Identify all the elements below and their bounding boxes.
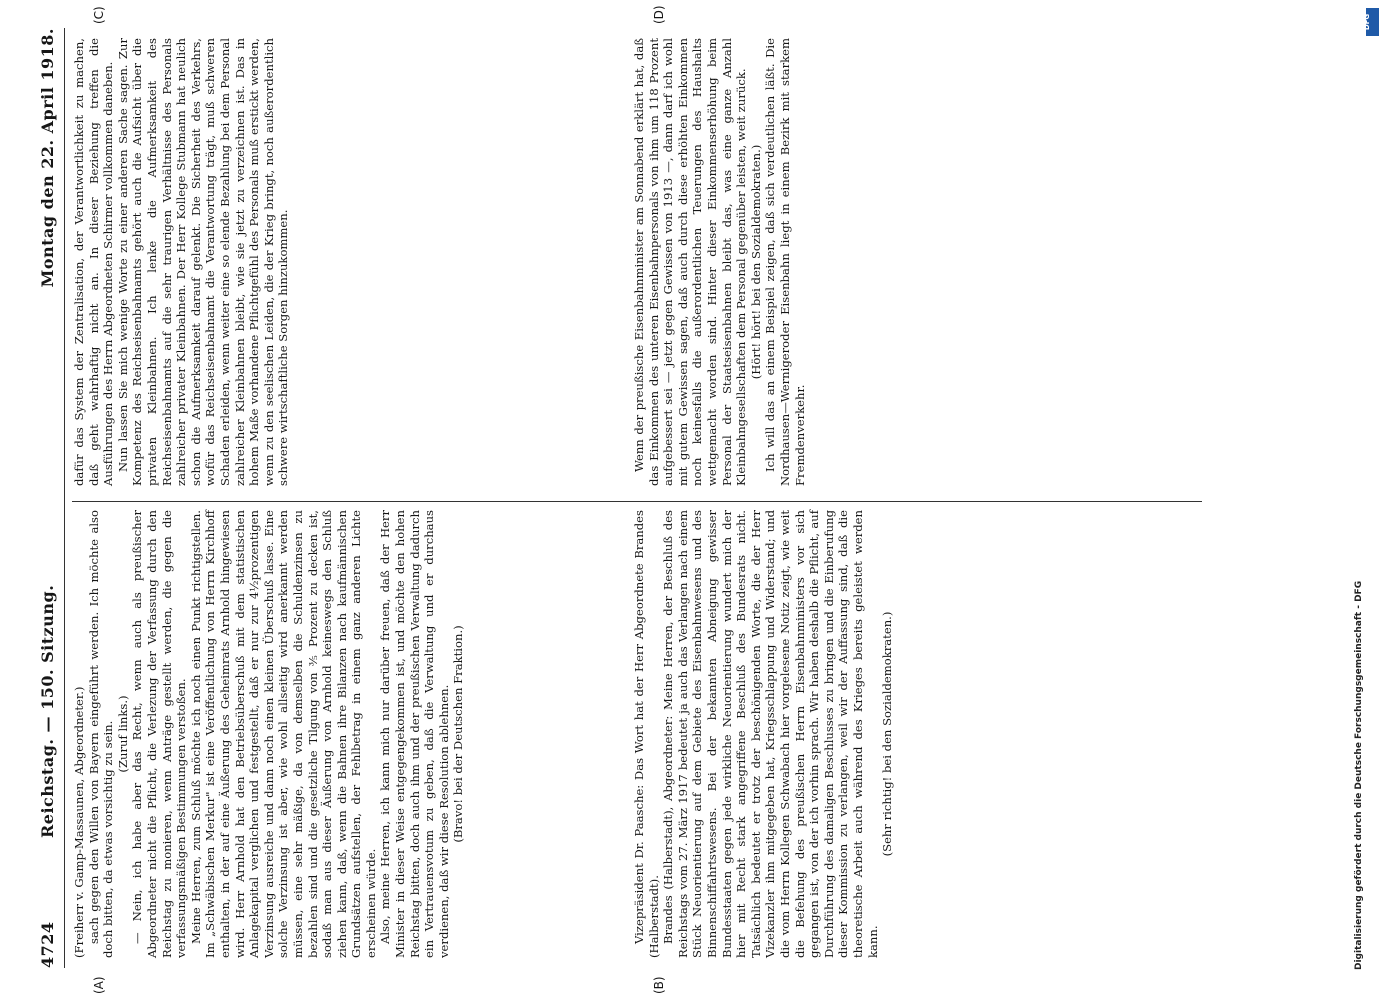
digitization-credit-text: Digitalisierung gefördert durch die Deutsche Forschungsgemeinschaft - DFG: [1354, 580, 1364, 970]
dfg-logo: [1363, 8, 1379, 36]
page-number: 4724: [38, 921, 57, 968]
column-left-lower: [632, 510, 1192, 958]
page-header: [32, 28, 62, 968]
margin-mark-b: (B): [652, 976, 666, 994]
paragraph: Also, meine Herren, ich kann mich nur darüber freuen, daß der Herr Minister in dieser Weise entgegengekommen ist, und möchte den hohen Reichstag bitten, doch auch ihm und der preußischen Verwaltung dadurch ein Vertrauensvotum zu geben, daß die Verwaltung und er durchaus verdienen, daß wir diese Resolution ablehnen.: [378, 510, 451, 958]
paragraph: (Sehr richtig! bei den Sozialdemokraten.): [880, 611, 895, 857]
margin-mark-c: (C): [92, 6, 106, 24]
paragraph: Wenn der preußische Eisenbahnminister am Sonnabend erklärt hat, daß das Einkommen des unteren Eisenbahnpersonals von ihm um 118 Prozent aufgebessert sei — jetzt gegen Gewissen von 1913 —, dann darf ich wohl mit gutem Gewissen sagen, daß auch durch diese erhöhten Einkommen noch keinesfalls die außerordentlichen Teuerungen des Haushalts wettgemacht worden sind. Hinter dieser Einkommenserhöhung beim Personal der Staatseisenbahnen bleibt das, was eine ganze Anzahl Kleinbahngesellschaften dem Personal gegenüber leisten, weit zurück.: [632, 38, 749, 486]
paragraph: Brandes (Halberstadt), Abgeordneter: Meine Herren, der Beschluß des Reichstags vom 27. März 1917 bedeutet ja auch das Verlangen nach einem Stück Neuorientierung auf dem Gebiete des Eisenbahnwesens und des Binnenschiffahrtswesens. Bei der bekannten Abneigung gewisser Bundesstaaten gegen jede wirkliche Neuorientierung wundert mich der hier mit Recht stark angegriffene Beschluß des Bundesrats nicht. Tatsächlich bedeutet er trotz der beschönigenden Worte, die der Herr Vizekanzler ihm mitgegeben hat, Kriegsschlappung und Widerstand; und die vom Herrn Kollegen Schwabach hier vorgelesene Notiz zeigt, wie weit die Befehung des preußischen Herrn Eisenbahnministers vor sich gegangen ist, von der ich vorhin sprach. Wir haben deshalb die Pflicht, auf Durchführung des damaligen Beschlusses zu bringen und die Einberufung dieser Kommission zu verlangen, weil wir der Auffassung sind, daß die theoretische Arbeit auch während des Krieges bereits geleistet werden kann.: [661, 510, 880, 958]
paragraph: sach gegen den Willen von Bayern eingeführt werden. Ich möchte also doch bitten, da etwas vorsichtig zu sein.: [86, 510, 116, 958]
column-right-lower: [632, 38, 1192, 486]
paragraph: Ich will das an einem Beispiel zeigen, daß sich verdeutlichen läßt. Die Nordhausen—Wernigeroder Eisenbahn liegt in einem Bezirk mit starkem Fremdenverkehr.: [763, 38, 807, 486]
column-divider: [72, 501, 1202, 502]
paragraph: Nun lassen Sie mich wenige Worte zu einer anderen Sache sagen. Zur Kompetenz des Reichseisenbahnamts gehört auch die Aufsicht über die privaten Kleinbahnen. Ich lenke die Aufmerksamkeit des Reichseisenbahnamts auf die sehr traurigen Verhältnisse des Personals zahlreicher privater Kleinbahnen. Der Herr Kollege Stubmann hat neulich schon die Aufmerksamkeit darauf gelenkt. Die Sicherheit des Verkehrs, wofür das Reichseisenbahnamt die Verantwortung trägt, muß schweren Schaden erleiden, wenn weiter eine so elende Bezahlung bei dem Personal zahlreicher Kleinbahnen bleibt, wie sie jetzt zu verzeichnen ist. Das in hohem Maße vorhandene Pflichtgefühl des Personals muß erstickt werden, wenn zu den seelischen Leiden, die der Krieg bringt, noch außerordentlich schwere wirtschaftliche Sorgen hinzukommen.: [115, 38, 291, 486]
paragraph: — Nein, ich habe aber das Recht, wenn auch als preußischer Abgeordneter nicht die Pflicht, die Verlezung der Verfassung durch den Reichstag zu monieren, wenn Anträge gestellt werden, die gegen die verfassungsmäßigen Bestimmungen verstoßen.: [130, 510, 189, 958]
header-rule: [64, 28, 65, 968]
paragraph: Vizepräsident Dr. Paasche: Das Wort hat der Herr Abgeordnete Brandes (Halberstadt).: [632, 510, 661, 958]
digitization-credit: [1352, 10, 1376, 970]
rotated-newspaper-page: [32, 5, 1332, 994]
paragraph: (Freiherr v. Gamp-Massaunen, Abgeordneter.): [72, 686, 86, 958]
margin-mark-d: (D): [652, 5, 666, 24]
paragraph: (Bravo! bei der Deutschen Fraktion.): [451, 625, 466, 843]
paragraph: (Hört! hört! bei den Sozialdemokraten.): [748, 144, 763, 380]
column-left-upper: [72, 510, 632, 958]
margin-mark-a: (A): [92, 976, 106, 994]
paragraph: (Zuruf links.): [115, 695, 130, 773]
session-date: Montag den 22. April 1918.: [38, 28, 57, 288]
paragraph: dafür das System der Zentralisation, der Verantwortlichkeit zu machen, daß geht wahrhaftig nicht an. In dieser Beziehung treffen die Ausführungen des Herrn Abgeordneten Schirmer vollkommen daneben.: [72, 38, 116, 486]
session-title: Reichstag. — 150. Sitzung.: [38, 584, 57, 838]
dfg-logo-text: DFG: [1363, 13, 1372, 31]
column-right-upper: [72, 38, 632, 486]
paragraph: Meine Herren, zum Schluß möchte ich noch einen Punkt richtigstellen. Im „Schwäbischen Merkur" ist eine Veröffentlichung von Herrn Kirchhoff enthalten, in der auf eine Äußerung des Geheimrats Arnhold hingewiesen wird. Herr Arnhold hat den Betriebsüberschuß mit dem statistischen Anlagekapital verglichen und festgestellt, daß er nur zur 4½prozentigen Verzinsung ausreiche und dann noch einen kleinen Überschuß lasse. Eine solche Verzinsung ist aber, wie wohl allseitig wird anerkannt werden müssen, eine sehr mäßige, da von demselben die Schuldenzinsen zu bezahlen sind und die gesetzliche Tilgung von ⅗ Prozent zu decken ist, sodaß man aus dieser Äußerung von Arnhold keineswegs den Schluß ziehen kann, daß, wenn die Bahnen ihre Bilanzen nach kaufmännischen Grundsätzen aufstellen, der Fehlbetrag in einem ganz anderen Lichte erscheinen würde.: [188, 510, 378, 958]
